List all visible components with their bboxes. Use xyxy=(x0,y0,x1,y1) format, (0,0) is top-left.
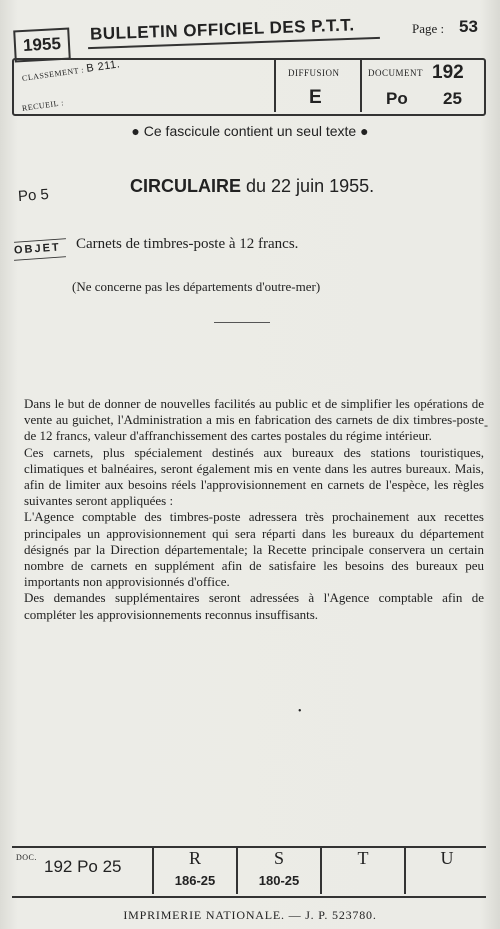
header-divider xyxy=(360,60,362,112)
bulletin-title: BULLETIN OFFICIEL DES P.T.T. xyxy=(89,15,355,44)
column-value-s: 180-25 xyxy=(258,873,300,888)
document-number: 192 xyxy=(432,62,464,83)
paragraph: Dans le but de donner de nouvelles facilités au public et de simplifier les opérations de vente au guichet, l'Administration a mis en fabrication des carnets de dix timbres-poste de 12 francs, valeur d'affranchissement des cartes postales du régime intérieur. xyxy=(24,396,484,444)
paragraph: Ces carnets, plus spécialement destinés aux bureaux des stations touristiques, climatiques et balnéaires, seront également mis en vente dans les autres bureaux. Mais, afin de limiter aux besoins réels l'approvisionnement en carnets de l'espèce, les règles suivantes seront appliquées : xyxy=(24,444,484,509)
column-letter-u: U xyxy=(440,848,454,868)
classement-label: CLASSEMENT : xyxy=(21,65,85,83)
margin-mark: - xyxy=(484,418,488,432)
circular-body xyxy=(24,396,484,623)
objet-label: OBJET xyxy=(13,241,62,257)
column-letter-r: R xyxy=(188,848,201,868)
footer-doc-label: DOC. xyxy=(16,853,37,862)
circular-date: du 22 juin 1955. xyxy=(246,176,375,196)
column-value-r: 186-25 xyxy=(174,873,216,888)
footer-doc-ref: 192 Po 25 xyxy=(44,857,122,876)
document-sub: 25 xyxy=(443,89,462,108)
column-letter-s: S xyxy=(273,848,284,868)
speck-mark: • xyxy=(298,706,302,717)
section-divider xyxy=(214,322,270,323)
objet-rule-bottom xyxy=(14,256,66,261)
scope-note: (Ne concerne pas les départements d'outre-mer) xyxy=(72,279,321,294)
header-divider xyxy=(274,60,276,112)
footer-divider xyxy=(404,846,406,894)
paragraph: Des demandes supplémentaires seront adressées à l'Agence comptable afin de compléter les approvisionnements reconnus insuffisants. xyxy=(24,590,484,622)
circular-title-main: CIRCULAIRE xyxy=(130,176,241,196)
footer-divider xyxy=(236,846,238,894)
column-letter-t: T xyxy=(357,848,369,868)
footer-divider xyxy=(320,846,322,894)
single-text-notice: ● Ce fascicule contient un seul texte ● xyxy=(131,123,369,139)
footer-divider xyxy=(152,846,154,894)
document-code: Po xyxy=(386,89,408,108)
page-number: 53 xyxy=(459,17,478,36)
circular-title xyxy=(130,176,374,197)
paragraph: L'Agence comptable des timbres-poste adressera très prochainement aux recettes principales un approvisionnement qui sera réparti dans les bureaux du département désignés par la Direction départementale; la Recette principale conservera un certain nombre de carnets en supplément afin de satisfaire les besoins des bureaux peu importants non approvisionnés d'office. xyxy=(24,509,484,590)
page-label: Page : xyxy=(412,21,445,36)
diffusion-value: E xyxy=(309,87,322,108)
circular-ref: Po 5 xyxy=(17,185,50,206)
document-label: DOCUMENT xyxy=(368,68,423,78)
recueil-label: RECUEIL : xyxy=(21,98,65,113)
diffusion-label: DIFFUSION xyxy=(288,68,340,78)
printer-imprint: IMPRIMERIE NATIONALE. — J. P. 523780. xyxy=(123,908,377,922)
classement-value: B 211. xyxy=(85,58,121,75)
year-box: 1955 xyxy=(13,28,71,63)
objet-text: Carnets de timbres-poste à 12 francs. xyxy=(76,236,299,252)
